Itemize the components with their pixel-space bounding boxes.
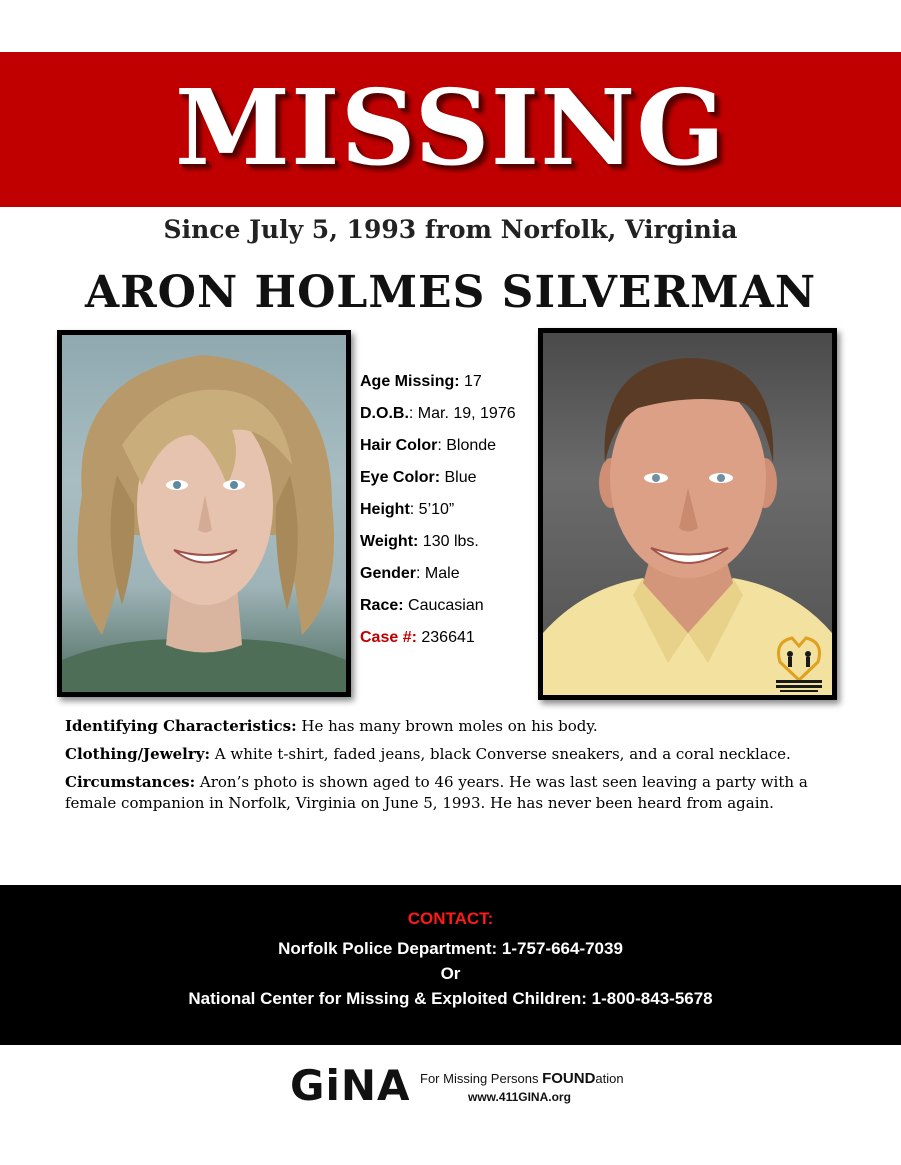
- detail-gender: [360, 558, 540, 590]
- gina-tag-bold: FOUND: [542, 1070, 596, 1087]
- contact-box: [0, 885, 901, 1045]
- portrait-young-image: [62, 335, 346, 692]
- contact-ncmec-phone: National Center for Missing & Exploited Children: 1-800-843-5678: [188, 989, 713, 1008]
- circumstances: [65, 772, 855, 814]
- gina-tagline: [420, 1070, 624, 1087]
- info-label: Identifying Characteristics:: [65, 717, 297, 735]
- details-list: [360, 366, 540, 654]
- contact-heading: CONTACT:: [407, 909, 494, 928]
- detail-dob: [360, 398, 540, 430]
- detail-race: [360, 590, 540, 622]
- missing-banner: [0, 52, 901, 207]
- gina-footer: [290, 1060, 650, 1120]
- detail-label: Eye Color:: [360, 469, 441, 486]
- detail-value: : Mar. 19, 1976: [408, 405, 516, 422]
- detail-label: Hair Color: [360, 437, 438, 454]
- info-text: Aron’s photo is shown aged to 46 years. He was last seen leaving a party with a female companion in Norfolk, Virginia on June 5, 1993. He has never been heard from again.: [65, 773, 808, 812]
- banner-title: MISSING: [174, 66, 727, 189]
- detail-case-number: [360, 622, 540, 654]
- detail-label: Age Missing:: [360, 373, 460, 390]
- detail-value: : Male: [416, 565, 460, 582]
- clothing-jewelry: [65, 744, 855, 765]
- detail-value: 236641: [416, 629, 475, 646]
- identifying-characteristics: [65, 716, 855, 737]
- detail-value: 130 lbs.: [418, 533, 479, 550]
- missing-since-line: Since July 5, 1993 from Norfolk, Virginia: [163, 215, 738, 244]
- gina-logo: GiNA: [290, 1061, 411, 1110]
- detail-value: : 5’10”: [409, 501, 455, 518]
- detail-label: Race:: [360, 597, 404, 614]
- detail-value: Blue: [440, 469, 477, 486]
- detail-weight: [360, 526, 540, 558]
- photo-age-missing: [57, 330, 351, 697]
- detail-label: Gender: [360, 565, 417, 582]
- detail-hair-color: [360, 430, 540, 462]
- gina-tag-prefix: For Missing Persons: [420, 1071, 543, 1086]
- info-text: He has many brown moles on his body.: [296, 717, 598, 735]
- detail-value: : Blonde: [437, 437, 497, 454]
- ncmec-logo: [770, 632, 828, 694]
- gina-tag-suffix: ation: [595, 1071, 624, 1086]
- detail-eye-color: [360, 462, 540, 494]
- detail-value: Caucasian: [403, 597, 484, 614]
- info-text: A white t-shirt, faded jeans, black Converse sneakers, and a coral necklace.: [210, 745, 791, 763]
- detail-age-missing: [360, 366, 540, 398]
- detail-height: [360, 494, 540, 526]
- detail-label: Height: [360, 501, 410, 518]
- info-label: Circumstances:: [65, 773, 196, 791]
- info-label: Clothing/Jewelry:: [65, 745, 210, 763]
- case-info: [65, 716, 855, 821]
- detail-label: Case #:: [360, 629, 417, 646]
- detail-label: Weight:: [360, 533, 419, 550]
- person-name: ARON HOLMES SILVERMAN: [84, 267, 817, 318]
- contact-police-phone: Norfolk Police Department: 1-757-664-7039: [278, 939, 623, 958]
- contact-or: Or: [440, 964, 461, 983]
- detail-label: D.O.B.: [360, 405, 409, 422]
- detail-value: 17: [459, 373, 482, 390]
- gina-url: www.411GINA.org: [468, 1090, 571, 1104]
